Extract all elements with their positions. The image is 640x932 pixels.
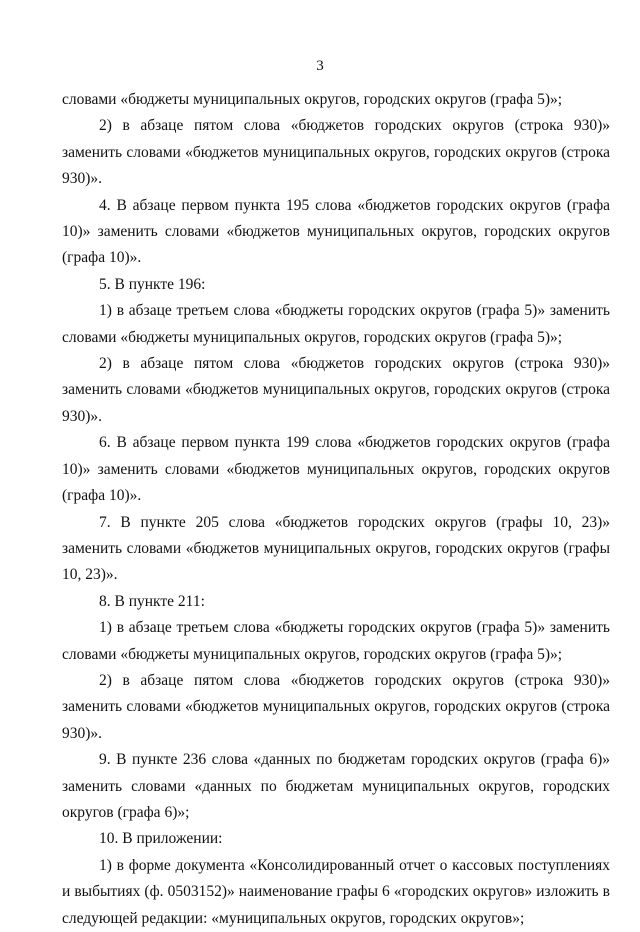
paragraph-8-1: 1) в абзаце третьем слова «бюджеты городских округов (графа 5)» заменить словами «бюджеты муниципальных округов, городских округов (графа 5)»; [62, 619, 610, 663]
paragraph-item-5-heading: 5. В пункте 196: [99, 275, 206, 293]
paragraph-10-1: 1) в форме документа «Консолидированный отчет о кассовых поступлениях и выбытиях (ф. 0503152)» наименование графы 6 «городских округов» изложить в следующей редакции: «муниципальных округов, городских округов»; [62, 856, 610, 927]
paragraph-8-2: 2) в абзаце пятом слова «бюджетов городских округов (строка 930)» заменить словами «бюджетов муниципальных округов, городских округов (строка 930)». [62, 671, 610, 742]
page-number: 3 [316, 58, 324, 74]
paragraph-5-2: 2) в абзаце пятом слова «бюджетов городских округов (строка 930)» заменить словами «бюджетов муниципальных округов, городских округов (строка 930)». [62, 355, 610, 425]
paragraph-item-6: 6. В абзаце первом пункта 199 слова «бюджетов городских округов (графа 10)» заменить словами «бюджетов муниципальных округов, городских округов (графа 10)». [62, 434, 610, 505]
paragraph-item-8-heading: 8. В пункте 211: [99, 592, 205, 610]
paragraph-item-4: 4. В абзаце первом пункта 195 слова «бюджетов городских округов (графа 10)» заменить словами «бюджетов муниципальных округов, городских округов (графа 10)». [62, 196, 610, 267]
paragraph-item-7: 7. В пункте 205 слова «бюджетов городских округов (графы 10, 23)» заменить словами «бюджетов муниципальных округов, городских округов (графы 10, 23)». [62, 513, 610, 584]
paragraph-5-1: 1) в абзаце третьем слова «бюджеты городских округов (графа 5)» заменить словами «бюджеты муниципальных округов, городских округов (графа 5)»; [62, 302, 610, 346]
paragraph-continuation: словами «бюджеты муниципальных округов, городских округов (графа 5)»; [62, 91, 563, 108]
document-body [62, 87, 610, 932]
paragraph-3-2: 2) в абзаце пятом слова «бюджетов городских округов (строка 930)» заменить словами «бюджетов муниципальных округов, городских округов (строка 930)». [62, 117, 610, 188]
paragraph-item-10-heading: 10. В приложении: [99, 830, 223, 848]
paragraph-item-9: 9. В пункте 236 слова «данных по бюджетам городских округов (графа 6)» заменить словами «данных по бюджетам муниципальных округов, городских округов (графа 6)»; [62, 751, 610, 821]
